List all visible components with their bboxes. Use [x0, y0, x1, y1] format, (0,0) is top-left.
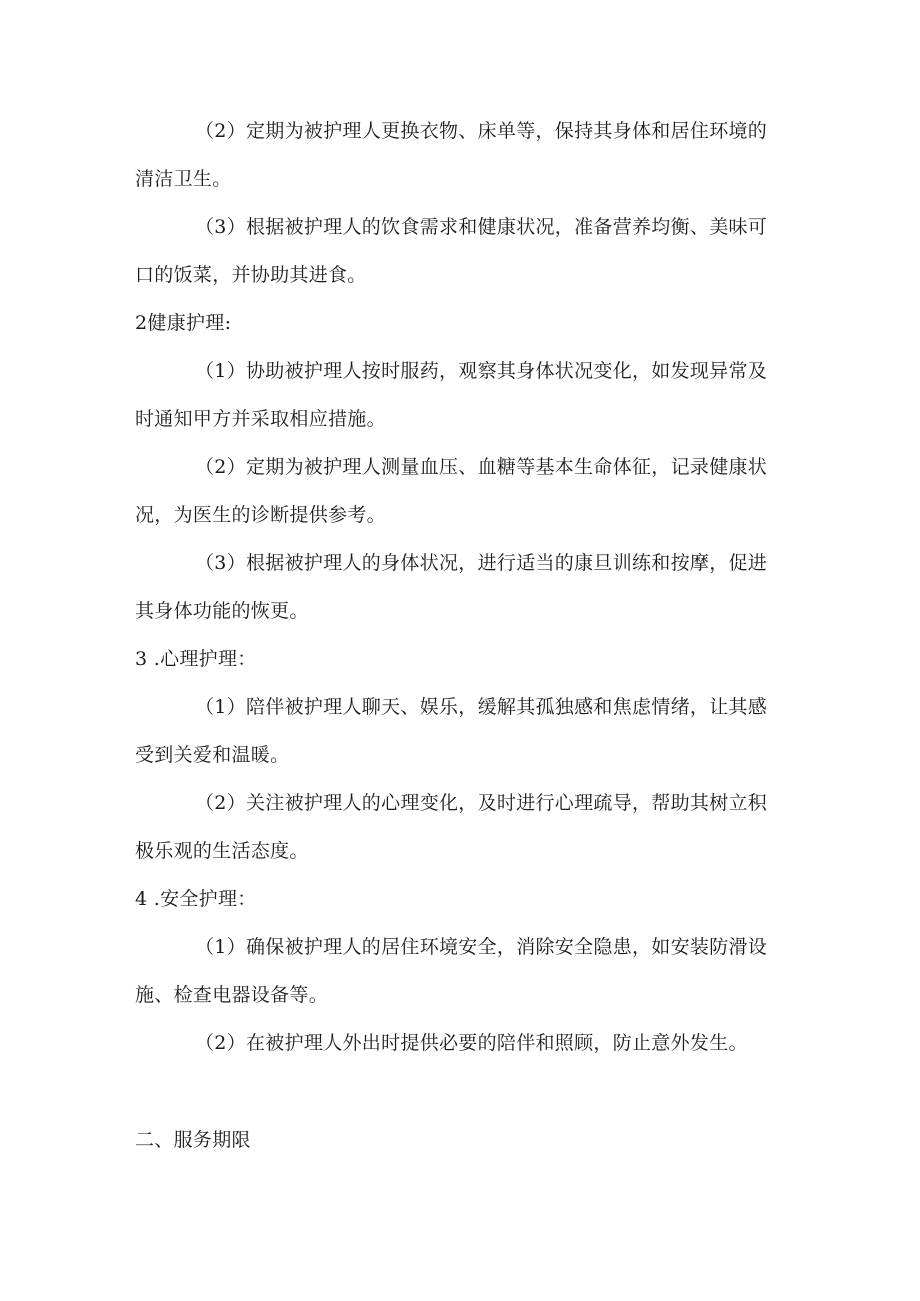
section-heading: 2健康护理: [135, 312, 232, 334]
paragraph-line: 清洁卫生。 [135, 168, 232, 190]
paragraph-line: 受到关爱和温暖。 [135, 744, 290, 766]
paragraph-line: （3）根据被护理人的饮食需求和健康状况，准备营养均衡、美味可 [195, 216, 768, 238]
paragraph-line: 极乐观的生活态度。 [135, 840, 309, 862]
paragraph-line: （2）在被护理人外出时提供必要的陪伴和照顾，防止意外发生。 [195, 1032, 748, 1054]
paragraph-line: 口的饭菜，并协助其进食。 [135, 264, 367, 286]
paragraph-line: （2）定期为被护理人测量血压、血糖等基本生命体征，记录健康状 [195, 456, 768, 478]
paragraph-line: （3）根据被护理人的身体状况，进行适当的康旦训练和按摩，促进 [195, 552, 768, 574]
paragraph-line: （2）定期为被护理人更换衣物、床单等，保持其身体和居住环境的 [195, 120, 768, 142]
section-heading: 4 .安全护理： [135, 888, 257, 910]
paragraph-line: 其身体功能的恢更。 [135, 600, 309, 622]
paragraph-line: （1）协助被护理人按时服药，观察其身体状况变化，如发现异常及 [195, 360, 768, 382]
chapter-heading: 二、服务期限 [135, 1129, 251, 1151]
paragraph-line: （2）关注被护理人的心理变化，及时进行心理疏导，帮助其树立积 [195, 792, 768, 814]
section-heading: 3 .心理护理： [135, 648, 257, 670]
paragraph-line: 况，为医生的诊断提供参考。 [135, 504, 386, 526]
paragraph-line: （1）确保被护理人的居住环境安全，消除安全隐患，如安装防滑设 [195, 936, 768, 958]
paragraph-line: 施、检查电器设备等。 [135, 984, 329, 1006]
paragraph-line: （1）陪伴被护理人聊天、娱乐，缓解其孤独感和焦虑情绪，让其感 [195, 696, 768, 718]
paragraph-line: 时通知甲方并采取相应措施。 [135, 408, 386, 430]
